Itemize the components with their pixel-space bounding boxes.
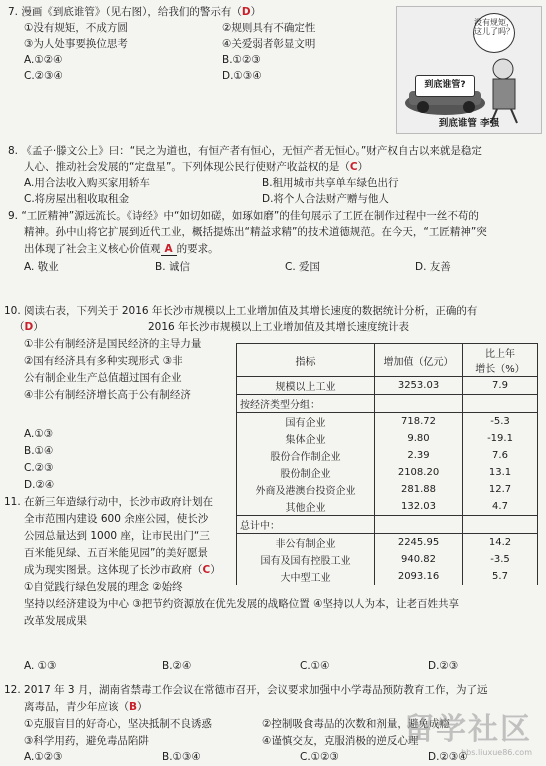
q10-statement-1: ①非公有制经济是国民经济的主导力量 xyxy=(24,338,202,350)
table-cell-name: 其他企业 xyxy=(237,498,375,516)
table-cell-name: 规模以上工业 xyxy=(237,377,375,395)
table-group-label-row xyxy=(237,395,538,413)
q12-option-3: ③科学用药，避免毒品陷阱 xyxy=(24,735,149,747)
q7-option-1: ①没有规矩，不成方圆 xyxy=(24,22,128,34)
table-cell-empty xyxy=(463,395,538,413)
table-cell-value: 2.39 xyxy=(375,447,463,464)
q8-choice-a: A.用合法收入购买家用轿车 xyxy=(24,177,150,189)
q10-statement-2: ②国有经济具有多种实现形式 ③非 xyxy=(24,355,183,367)
table-row xyxy=(237,481,538,498)
table-row xyxy=(237,413,538,431)
table-row xyxy=(237,498,538,516)
q10-answer: D xyxy=(24,321,34,333)
table-cell-value: 2093.16 xyxy=(375,568,463,585)
q11-choice-c: C.①④ xyxy=(300,660,330,672)
q9-choice-b: B. 诚信 xyxy=(155,261,190,273)
q12-line-2: 离毒品，青少年应该（B） xyxy=(24,701,148,713)
q11-line-5: 成为现实图景。这体现了长沙市政府（C） xyxy=(24,564,221,576)
q7-stem: 7. 漫画《到底谁管》（见右图），给我们的警示有（D） xyxy=(8,6,262,18)
q8-line-1: 8. 《孟子·滕文公上》曰：“民之为道也，有恒产者有恒心，无恒产者无恒心。”财产权自古以来就是稳定 xyxy=(8,145,482,157)
q12-option-1: ①克服盲目的好奇心，坚决抵制不良诱惑 xyxy=(24,718,212,730)
watermark-logo: 留学社区 bbs.liuxue86.com xyxy=(404,712,532,757)
table-cell-growth: 5.7 xyxy=(463,568,538,585)
q11-line-1: 11. 在新三年造绿行动中，长沙市政府计划在 xyxy=(4,496,214,508)
cartoon-speech-bubble: 没有规矩，这儿了吗？ xyxy=(473,13,515,53)
table-row xyxy=(237,534,538,552)
header-indicator: 指标 xyxy=(237,344,375,377)
q9-choice-a: A. 敬业 xyxy=(24,261,59,273)
table-cell-growth: 12.7 xyxy=(463,481,538,498)
q10-choice-d: D.②④ xyxy=(24,479,55,491)
table-cell-name: 集体企业 xyxy=(237,430,375,447)
q11-answer: C xyxy=(202,564,211,576)
table-group-label: 总计中： xyxy=(237,516,375,534)
table-cell-value: 2108.20 xyxy=(375,464,463,481)
table-cell-growth: -5.3 xyxy=(463,413,538,431)
table-row xyxy=(237,568,538,585)
q11-line-4: 百米能见绿、五百米能见园”的美好愿景 xyxy=(24,547,208,559)
header-value: 增加值（亿元） xyxy=(375,344,463,377)
table-cell-value: 718.72 xyxy=(375,413,463,431)
table-cell-name: 国有企业 xyxy=(237,413,375,431)
q9-answer-blank: A xyxy=(161,243,177,256)
q9-line-3: 出体现了社会主义核心价值观 A 的要求。 xyxy=(24,243,219,255)
table-cell-empty xyxy=(463,516,538,534)
q7-choice-a: A.①②④ xyxy=(24,54,63,66)
q12-option-2: ②控制吸食毒品的次数和剂量，避免成瘾 xyxy=(262,718,450,730)
cartoon-sign: 到底谁管? xyxy=(415,75,475,97)
table-row xyxy=(237,551,538,568)
q11-choice-d: D.②③ xyxy=(428,660,459,672)
table-cell-growth: 13.1 xyxy=(463,464,538,481)
table-row xyxy=(237,377,538,395)
q10-line-1: 10. 阅读右表，下列关于 2016 年长沙市规模以上工业增加值及其增长速度的数据统计分析，正确的有 xyxy=(4,305,478,317)
table-header-row xyxy=(237,344,538,377)
table-cell-name: 股份制企业 xyxy=(237,464,375,481)
q9-line-2: 精神。孙中山将它扩展到近代工业，概括提炼出“精益求精”的技术道德规范。在今天，“工匠精神”突 xyxy=(24,226,487,238)
table-cell-name: 非公有制企业 xyxy=(237,534,375,552)
table-cell-value: 940.82 xyxy=(375,551,463,568)
q10-choice-a: A.①③ xyxy=(24,428,54,440)
q12-option-4: ④谨慎交友，克服消极的逆反心理 xyxy=(262,735,419,747)
table-cell-name: 外商及港澳台投资企业 xyxy=(237,481,375,498)
q8-choice-d: D.将个人合法财产赠与他人 xyxy=(262,193,389,205)
q10-choice-c: C.②③ xyxy=(24,462,54,474)
q12-choice-c: C.①②③ xyxy=(300,751,339,763)
q9-line-1: 9. “工匠精神”源远流长。《诗经》中“如切如磋，如琢如磨”的佳句展示了工匠在制作过程中一丝不苟的 xyxy=(8,210,479,222)
q12-choice-b: B.①③④ xyxy=(162,751,201,763)
q11-line-3: 公园总量达到 1000 座，让市民出门“三 xyxy=(24,530,210,542)
q11-choice-a: A. ①③ xyxy=(24,660,57,672)
q7-cartoon xyxy=(396,6,542,134)
q11-line-8: 改革发展成果 xyxy=(24,615,87,627)
table-cell-growth: 14.2 xyxy=(463,534,538,552)
table-group-label: 按经济类型分组： xyxy=(237,395,375,413)
q9-choice-d: D. 友善 xyxy=(415,261,451,273)
q7-answer: D xyxy=(241,6,251,18)
table-row xyxy=(237,464,538,481)
q8-choice-c: C.将房屋出租收取租金 xyxy=(24,193,130,205)
q11-line-7: 坚持以经济建设为中心 ③把节约资源放在优先发展的战略位置 ④坚持以人为本，让老百姓共享 xyxy=(24,598,459,610)
table-cell-value: 3253.03 xyxy=(375,377,463,395)
table-row xyxy=(237,447,538,464)
q10-statement-3: 公有制企业生产总值超过国有企业 xyxy=(24,372,182,384)
q8-line-2: 人心、推动社会发展的“定盘星”。下列体现公民行使财产收益权的是（C） xyxy=(24,161,369,173)
q7-option-2: ②规则具有不确定性 xyxy=(222,22,316,34)
q7-option-4: ④关爱弱者彰显文明 xyxy=(222,38,316,50)
table-cell-name: 大中型工业 xyxy=(237,568,375,585)
table-cell-growth: 7.9 xyxy=(463,377,538,395)
header-growth: 比上年 增长（%） xyxy=(463,344,538,377)
table-row xyxy=(237,430,538,447)
q9-choice-c: C. 爱国 xyxy=(285,261,321,273)
q10-table-title: 2016 年长沙市规模以上工业增加值及其增长速度统计表 xyxy=(148,321,410,333)
q12-answer: B xyxy=(129,701,138,713)
table-cell-growth: 4.7 xyxy=(463,498,538,516)
table-cell-empty xyxy=(375,395,463,413)
q8-choice-b: B.租用城市共享单车绿色出行 xyxy=(262,177,399,189)
q7-choice-b: B.①②③ xyxy=(222,54,261,66)
table-cell-name: 国有及国有控股工业 xyxy=(237,551,375,568)
table-group-label-row xyxy=(237,516,538,534)
q10-statement-4: ④非公有制经济增长高于公有制经济 xyxy=(24,389,191,401)
q7-choice-c: C.②③④ xyxy=(24,70,63,82)
table-cell-name: 股份合作制企业 xyxy=(237,447,375,464)
q7-option-3: ③为人处事要换位思考 xyxy=(24,38,128,50)
q12-choice-d: D.②③④ xyxy=(428,751,468,763)
table-cell-growth: 7.6 xyxy=(463,447,538,464)
q12-choice-a: A.①②③ xyxy=(24,751,63,763)
q8-answer: C xyxy=(349,161,358,173)
q10-statistics-table xyxy=(236,343,538,585)
table-cell-value: 2245.95 xyxy=(375,534,463,552)
table-cell-growth: -3.5 xyxy=(463,551,538,568)
q11-line-2: 全市范围内建设 600 余座公园，使长沙 xyxy=(24,513,209,525)
cartoon-caption: 到底谁管 李强 xyxy=(438,118,500,129)
q11-line-6: ①自觉践行绿色发展的理念 ②始终 xyxy=(24,581,183,593)
table-cell-empty xyxy=(375,516,463,534)
table-cell-value: 281.88 xyxy=(375,481,463,498)
table-cell-growth: -19.1 xyxy=(463,430,538,447)
table-cell-value: 9.80 xyxy=(375,430,463,447)
table-cell-value: 132.03 xyxy=(375,498,463,516)
q12-line-1: 12. 2017 年 3 月，湖南省禁毒工作会议在常德市召开，会议要求加强中小学毒品预防教育工作，为了远 xyxy=(4,684,488,696)
q11-choice-b: B.②④ xyxy=(162,660,192,672)
q10-answer-line: （D） xyxy=(14,321,44,333)
q7-choice-d: D.①③④ xyxy=(222,70,262,82)
q10-choice-b: B.①④ xyxy=(24,445,54,457)
